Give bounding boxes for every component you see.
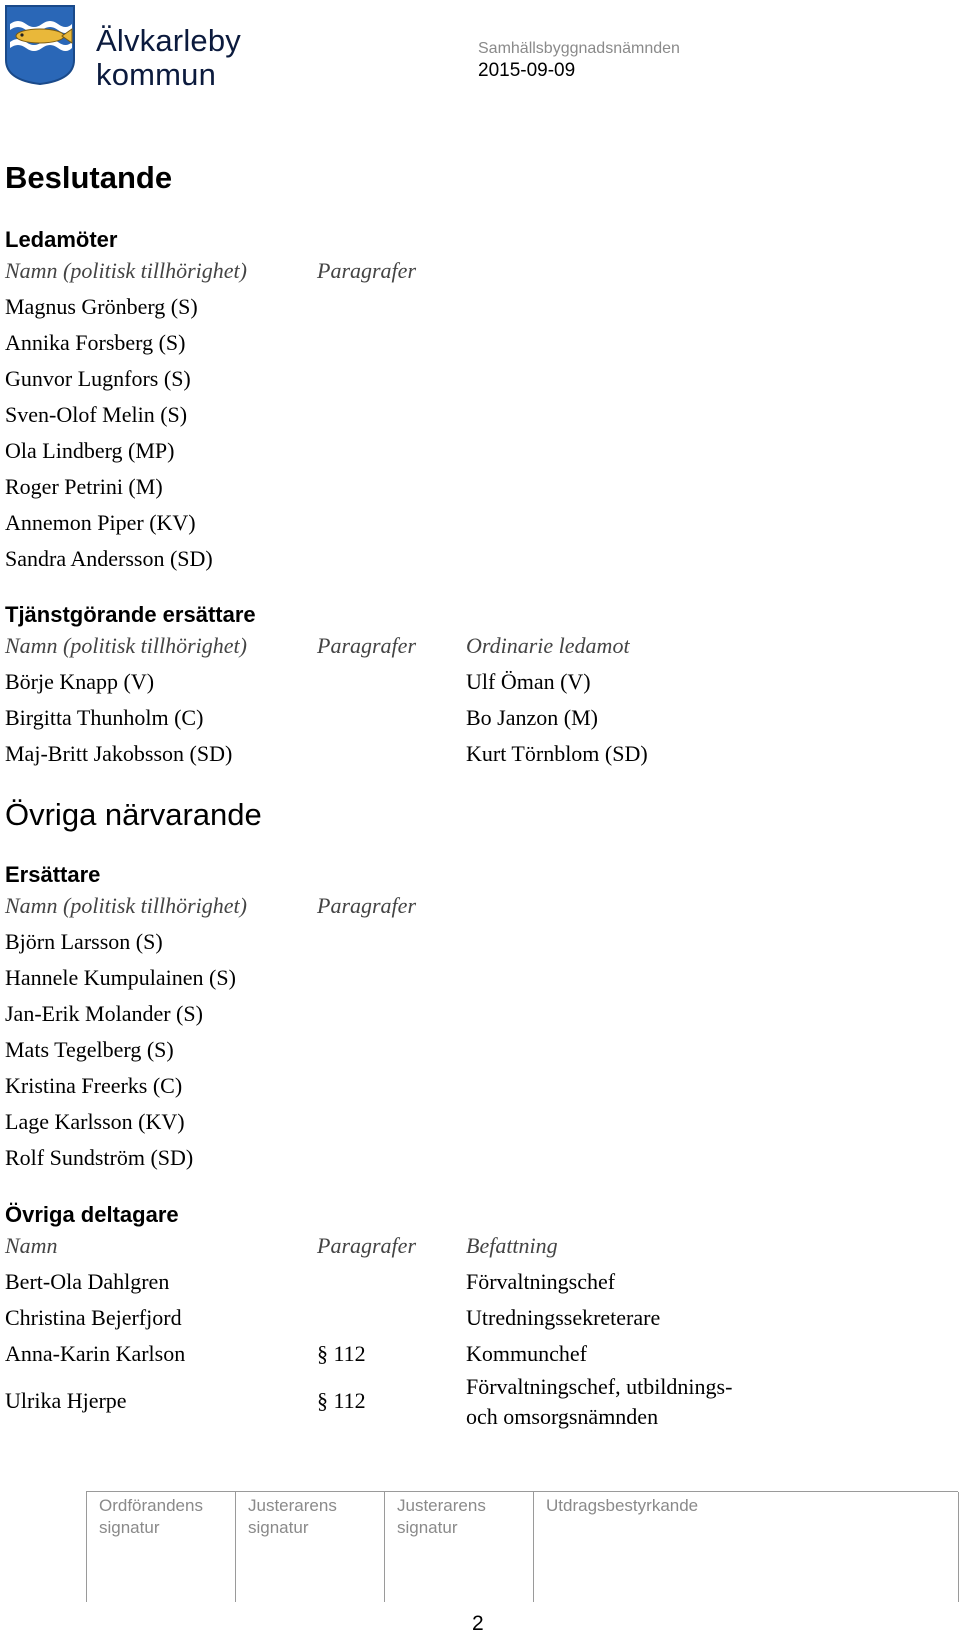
member-name: Sandra Andersson (SD)	[5, 546, 213, 571]
member-name: Annemon Piper (KV)	[5, 510, 196, 535]
ordinary-member-name: Bo Janzon (M)	[466, 705, 598, 730]
col-header-ordinarie: Ordinarie ledamot	[466, 633, 630, 658]
substitute-name: Mats Tegelberg (S)	[5, 1037, 174, 1062]
subsection-title-ledamoter: Ledamöter	[5, 227, 118, 252]
table-row	[5, 1037, 905, 1073]
member-name: Ola Lindberg (MP)	[5, 438, 175, 463]
substitute-name: Lage Karlsson (KV)	[5, 1109, 185, 1134]
substitute-name: Börje Knapp (V)	[5, 669, 155, 694]
subsection-title-deltagare: Övriga deltagare	[5, 1202, 179, 1227]
substitute-name: Maj-Britt Jakobsson (SD)	[5, 741, 233, 766]
signature-label	[236, 1492, 378, 1539]
col-header-name: Namn (politisk tillhörighet)	[5, 633, 247, 658]
signature-cell-extract-verification	[533, 1492, 959, 1602]
member-name: Sven-Olof Melin (S)	[5, 402, 188, 427]
participant-role: Förvaltningschef	[466, 1269, 616, 1294]
table-row	[5, 669, 905, 705]
page-number: 2	[472, 1612, 484, 1635]
table-row	[5, 1001, 905, 1037]
table-row	[5, 965, 905, 1001]
table-row	[5, 1073, 905, 1109]
signature-box	[86, 1491, 958, 1602]
table-row	[5, 1305, 905, 1341]
tjanstgorande-header-row	[5, 633, 905, 669]
col-header-paragrafer: Paragrafer	[317, 1233, 416, 1258]
signature-label-line-2: signatur	[248, 1518, 309, 1537]
signature-label-line-2: signatur	[99, 1518, 160, 1537]
committee-name: Samhällsbyggnadsnämnden	[478, 40, 680, 57]
ledamoter-header-row	[5, 258, 905, 294]
substitute-name: Jan-Erik Molander (S)	[5, 1001, 203, 1026]
table-row	[5, 1269, 905, 1305]
table-row	[5, 510, 905, 546]
ordinary-member-name: Kurt Törnblom (SD)	[466, 741, 648, 766]
table-row	[5, 402, 905, 438]
col-header-paragrafer: Paragrafer	[317, 633, 416, 658]
substitute-name: Birgitta Thunholm (C)	[5, 705, 204, 730]
substitute-name: Rolf Sundström (SD)	[5, 1145, 194, 1170]
logo-line-2: kommun	[96, 57, 217, 92]
member-name: Roger Petrini (M)	[5, 474, 163, 499]
table-row	[5, 1374, 905, 1450]
table-row	[5, 366, 905, 402]
col-header-paragrafer: Paragrafer	[317, 893, 416, 918]
table-row	[5, 294, 905, 330]
substitute-name: Hannele Kumpulainen (S)	[5, 965, 236, 990]
col-header-name: Namn (politisk tillhörighet)	[5, 258, 247, 283]
municipality-name-logo	[96, 24, 241, 92]
logo-line-1: Älvkarleby	[96, 23, 241, 58]
table-row	[5, 1341, 905, 1377]
table-row	[5, 546, 905, 582]
col-header-paragrafer: Paragrafer	[317, 258, 416, 283]
table-row	[5, 330, 905, 366]
ersattare-header-row	[5, 893, 905, 929]
meeting-date: 2015-09-09	[478, 60, 576, 81]
section-title-ovriga: Övriga närvarande	[5, 797, 262, 832]
col-header-name: Namn (politisk tillhörighet)	[5, 893, 247, 918]
municipality-crest-logo	[4, 4, 76, 86]
table-row	[5, 474, 905, 510]
participant-paragraph: § 112	[317, 1341, 366, 1366]
subsection-title-ersattare: Ersättare	[5, 862, 101, 887]
participant-paragraph: § 112	[317, 1388, 366, 1413]
member-name: Magnus Grönberg (S)	[5, 294, 198, 319]
table-row	[5, 438, 905, 474]
substitute-name: Björn Larsson (S)	[5, 929, 163, 954]
signature-label-line-2: signatur	[397, 1518, 458, 1537]
table-row	[5, 929, 905, 965]
table-row	[5, 741, 905, 777]
member-name: Gunvor Lugnfors (S)	[5, 366, 191, 391]
signature-label-line-1: Justerarens	[397, 1496, 486, 1515]
participant-name: Anna-Karin Karlson	[5, 1341, 186, 1366]
table-row	[5, 1109, 905, 1145]
deltagare-header-row	[5, 1233, 905, 1269]
signature-label	[87, 1492, 229, 1539]
substitute-name: Kristina Freerks (C)	[5, 1073, 183, 1098]
member-name: Annika Forsberg (S)	[5, 330, 186, 355]
participant-name: Ulrika Hjerpe	[5, 1388, 127, 1413]
role-line-1: Förvaltningschef, utbildnings-	[466, 1374, 733, 1399]
signature-cell-adjuster-1	[235, 1492, 384, 1602]
signature-cell-chair	[86, 1492, 235, 1602]
col-header-name: Namn	[5, 1233, 58, 1258]
col-header-befattning: Befattning	[466, 1233, 558, 1258]
role-line-2: och omsorgsnämnden	[466, 1404, 659, 1429]
signature-label-line-1: Ordförandens	[99, 1496, 203, 1515]
subsection-title-tjanstgorande: Tjänstgörande ersättare	[5, 602, 256, 627]
participant-role: Utredningssekreterare	[466, 1305, 661, 1330]
signature-label: Utdragsbestyrkande	[546, 1496, 699, 1515]
participant-role	[466, 1372, 732, 1432]
participant-name: Christina Bejerfjord	[5, 1305, 182, 1330]
ordinary-member-name: Ulf Öman (V)	[466, 669, 591, 694]
table-row	[5, 1145, 905, 1181]
signature-label	[385, 1492, 527, 1539]
participant-name: Bert-Ola Dahlgren	[5, 1269, 170, 1294]
signature-label-line-1: Justerarens	[248, 1496, 337, 1515]
section-title-beslutande: Beslutande	[5, 160, 173, 195]
table-row	[5, 705, 905, 741]
participant-role: Kommunchef	[466, 1341, 587, 1366]
signature-cell-adjuster-2	[384, 1492, 533, 1602]
